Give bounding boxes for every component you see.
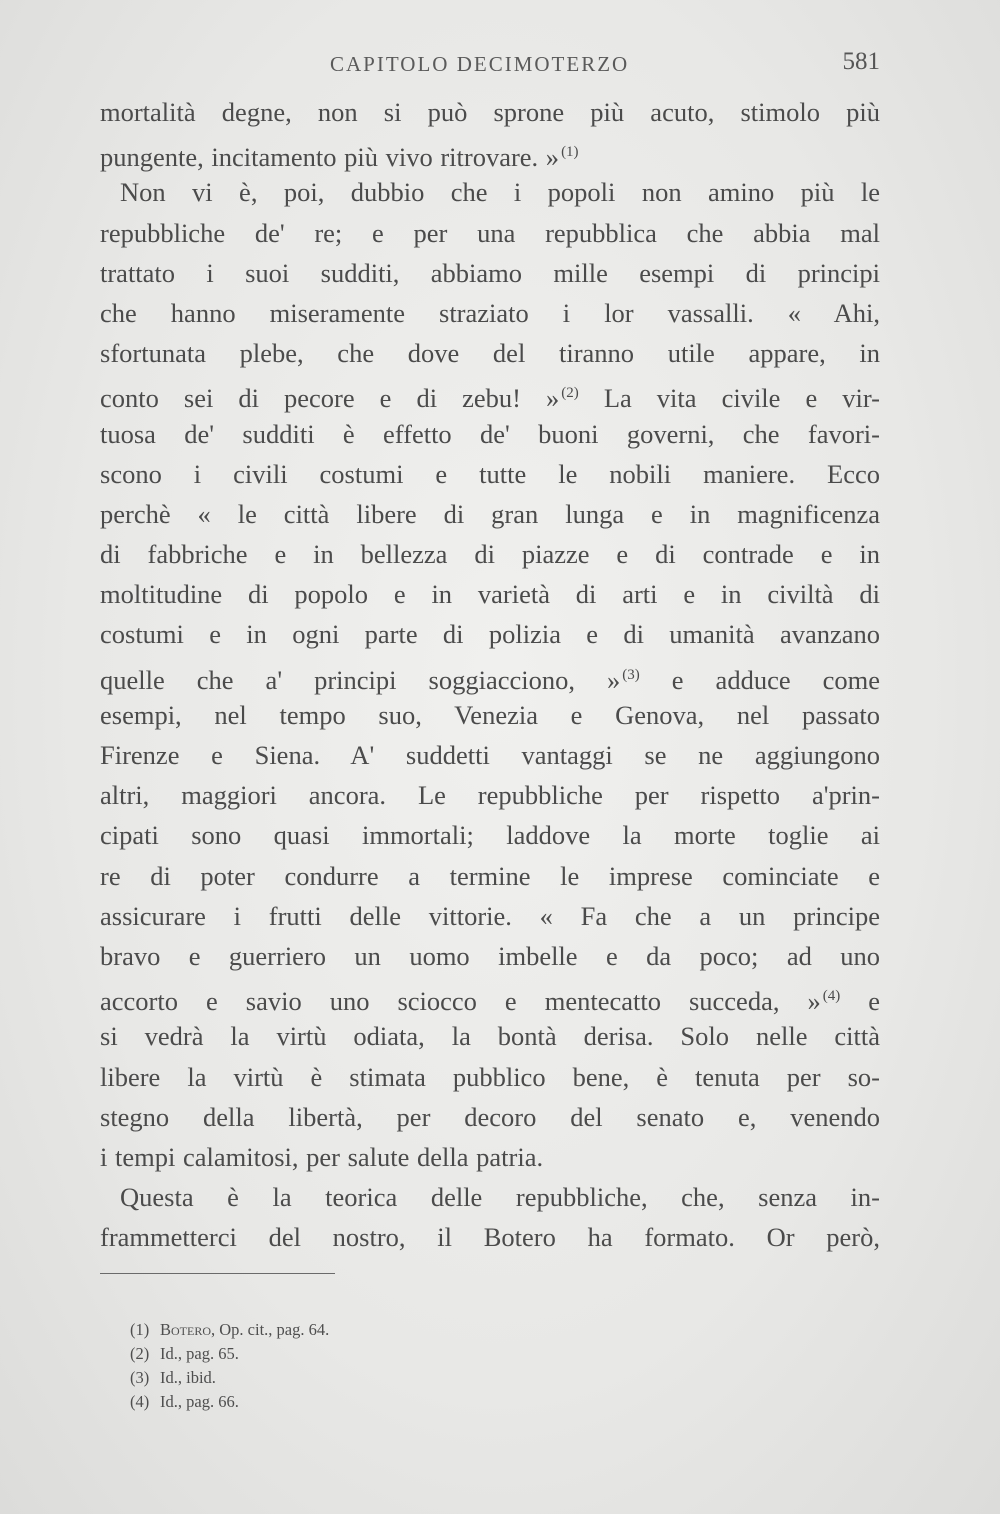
text-line: libere la virtù è stimata pubblico bene, è tenuta per so-: [100, 1061, 880, 1092]
footnote-ref: (1): [561, 144, 579, 161]
text-line: altri, maggiori ancora. Le repubbliche per rispetto a'prin-: [100, 780, 880, 811]
text-line: cipati sono quasi immortali; laddove la morte toglie ai: [100, 820, 880, 851]
footnote-number: (3): [130, 1368, 150, 1387]
footnote: [130, 1342, 630, 1366]
text-line: si vedrà la virtù odiata, la bontà derisa. Solo nelle città: [100, 1021, 880, 1052]
footnote-text: , Op. cit., pag. 64.: [211, 1320, 330, 1339]
footnote-number: (2): [130, 1344, 150, 1363]
text-line: frammetterci del nostro, il Botero ha formato. Or però,: [100, 1222, 880, 1253]
main-text: [100, 92, 880, 1257]
footnote-ref: (2): [561, 385, 579, 402]
text-line: Firenze e Siena. A' suddetti vantaggi se ne aggiungono: [100, 740, 880, 770]
page-header: [100, 46, 880, 86]
text-line: che hanno miseramente straziato i lor vassalli. « Ahi,: [100, 297, 880, 328]
footnotes: [130, 1318, 630, 1414]
footnote: [130, 1390, 630, 1414]
page-number: 581: [842, 48, 880, 75]
footnote: [130, 1366, 630, 1390]
text-line: quelle che a' principi soggiacciono, » $^{(3)}$ e adduce come: [100, 664, 880, 695]
text-line: assicurare i frutti delle vittorie. « Fa che a un principe: [100, 900, 880, 931]
text-line: esempi, nel tempo suo, Venezia e Genova, nel passato: [100, 699, 880, 730]
text-line: bravo e guerriero un uomo imbelle e da poco; ad uno: [100, 940, 880, 971]
footnote-text: Id., ibid.: [160, 1368, 216, 1387]
text-line: conto sei di pecore e di zebu! » $^{(2)}$ La vita civile e vir-: [100, 383, 880, 414]
text-line: repubbliche de' re; e per una repubblica che abbia mal: [100, 217, 880, 248]
footnote-ref: (3): [622, 666, 640, 683]
text-line: perchè « le città libere di gran lunga e in magnificenza: [100, 498, 880, 529]
footnote-number: (1): [130, 1320, 150, 1339]
footnote: [130, 1318, 630, 1342]
paragraph-start-line: Questa è la teorica delle repubbliche, che, senza in-: [120, 1182, 880, 1213]
text-line: mortalità degne, non si può sprone più acuto, stimolo più: [100, 97, 880, 127]
footnote-author: Botero: [160, 1320, 212, 1339]
text-line: i tempi calamitosi, per salute della patria.: [100, 1141, 544, 1172]
text-line: di fabbriche e in bellezza di piazze e di contrade e in: [100, 539, 880, 570]
text-line: moltitudine di popolo e in varietà di arti e in civiltà di: [100, 579, 880, 610]
text-line: tuosa de' sudditi è effetto de' buoni governi, che favori-: [100, 418, 880, 449]
running-title: CAPITOLO DECIMOTERZO: [330, 52, 630, 76]
text-line: scono i civili costumi e tutte le nobili maniere. Ecco: [100, 458, 880, 489]
paragraph-start-line: Non vi è, poi, dubbio che i popoli non amino più le: [120, 177, 880, 208]
text-line: accorto e savio uno sciocco e mentecatto succeda, » $^{(4)}$ e: [100, 986, 880, 1017]
text-line: pungente, incitamento più vivo ritrovare. » $^{(1)}$: [100, 142, 579, 173]
footnote-separator-rule: [100, 1273, 335, 1274]
text-line: trattato i suoi sudditi, abbiamo mille esempi di principi: [100, 257, 880, 288]
text-line: stegno della libertà, per decoro del senato e, venendo: [100, 1101, 880, 1132]
text-line: sfortunata plebe, che dove del tiranno utile appare, in: [100, 338, 880, 369]
text-line: re di poter condurre a termine le imprese cominciate e: [100, 860, 880, 891]
footnote-text: Id., pag. 65.: [160, 1344, 239, 1363]
footnote-number: (4): [130, 1392, 150, 1411]
footnote-ref: (4): [822, 988, 841, 1005]
text-line: costumi e in ogni parte di polizia e di umanità avanzano: [100, 619, 880, 650]
footnote-text: Id., pag. 66.: [160, 1392, 239, 1411]
